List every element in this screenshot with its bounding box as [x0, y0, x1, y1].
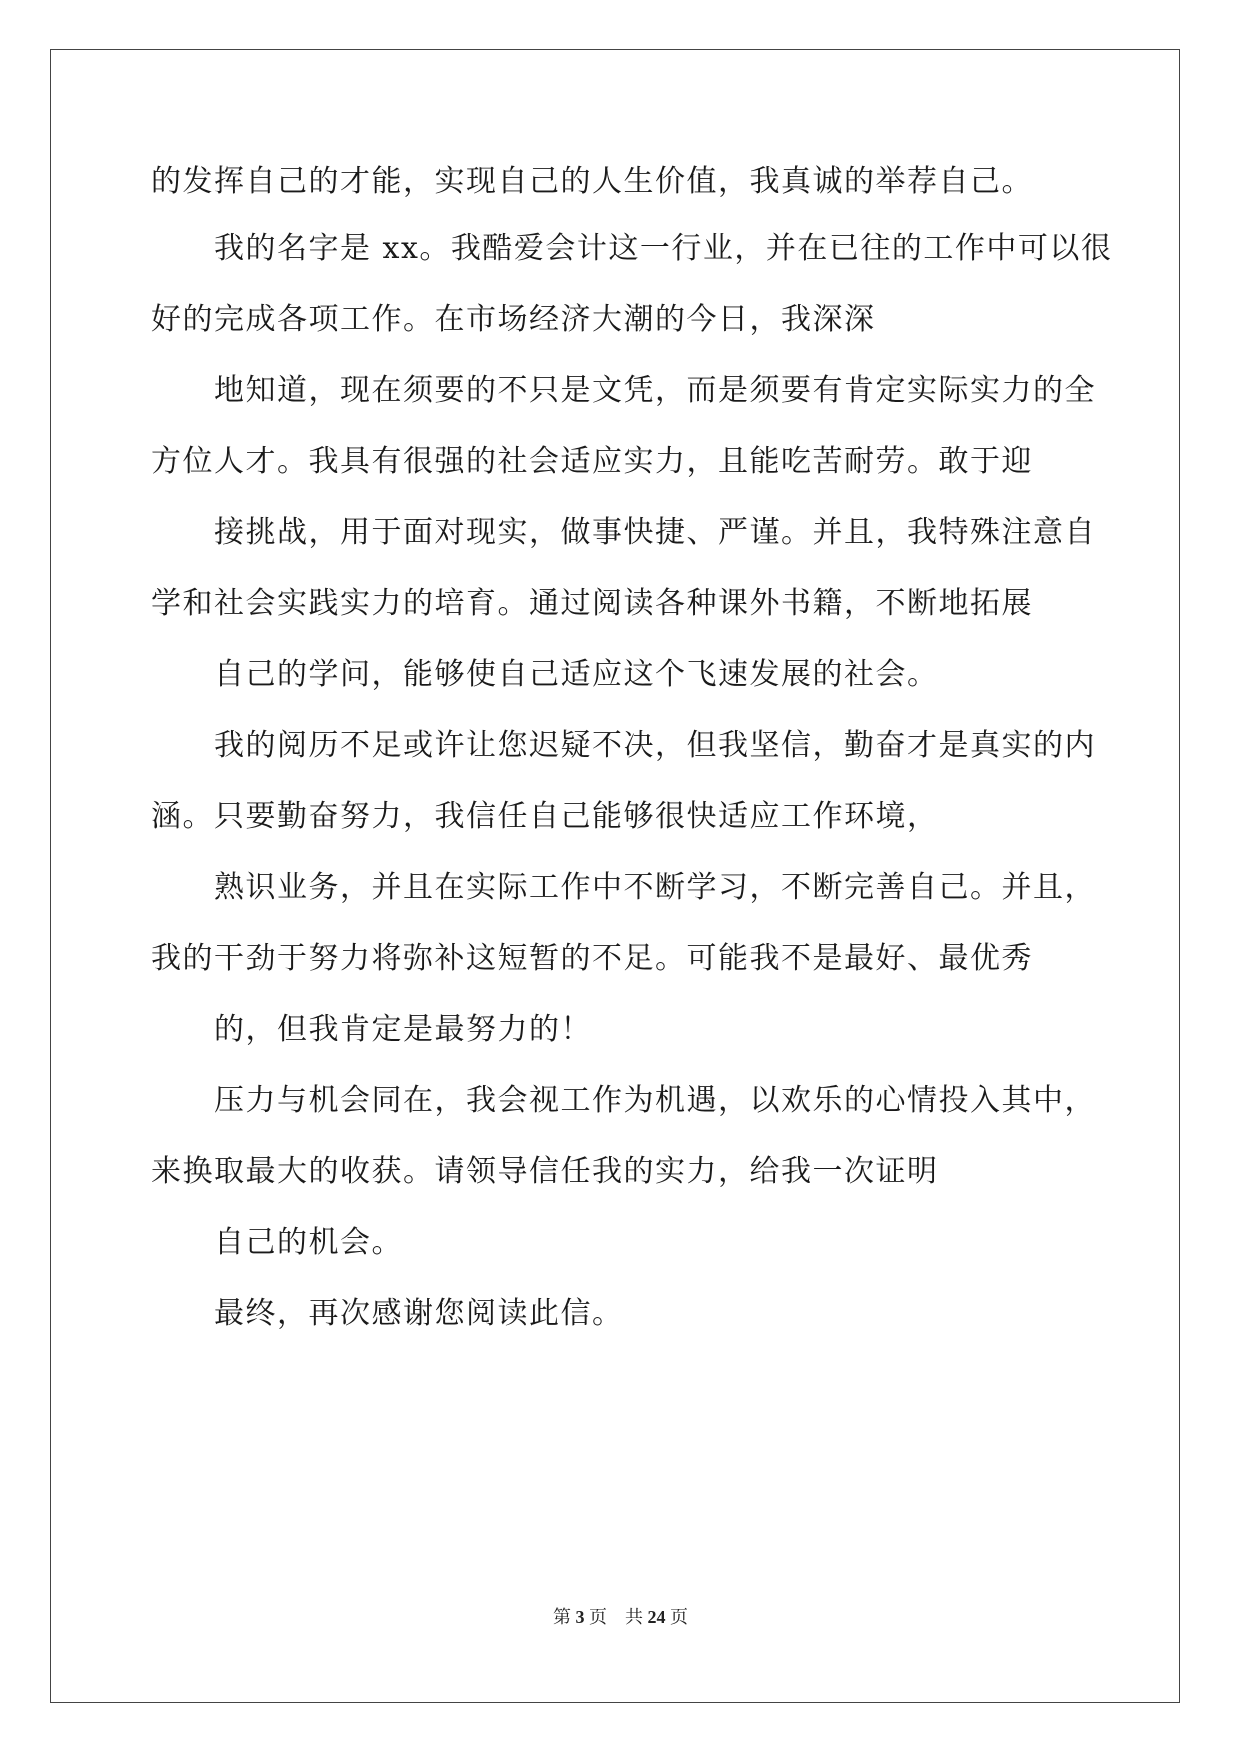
- text-line-9: 我的阅历不足或许让您迟疑不决，但我坚信，勤奋才是真实的内: [214, 728, 1096, 763]
- text-line-16: 自己的机会。: [214, 1225, 403, 1260]
- text-line-1: 的发挥自己的才能，实现自己的人生价值，我真诚的举荐自己。: [151, 164, 1033, 199]
- text-line-5: 方位人才。我具有很强的社会适应实力，且能吃苦耐劳。敢于迎: [151, 444, 1033, 479]
- text-line-4: 地知道，现在须要的不只是文凭，而是须要有肯定实际实力的全: [214, 373, 1096, 408]
- page-suffix: 页: [589, 1607, 607, 1627]
- text-line-17: 最终，再次感谢您阅读此信。: [214, 1296, 624, 1331]
- text-line-13: 的，但我肯定是最努力的！: [214, 1012, 592, 1047]
- page-current: 3: [575, 1607, 585, 1627]
- page-footer: [0, 1606, 1241, 1628]
- text-line-6: 接挑战，用于面对现实，做事快捷、严谨。并且，我特殊注意自: [214, 515, 1096, 550]
- total-prefix: 共: [625, 1607, 643, 1627]
- text-line-14: 压力与机会同在，我会视工作为机遇，以欢乐的心情投入其中，: [214, 1083, 1096, 1118]
- text-line-12: 我的干劲于努力将弥补这短暂的不足。可能我不是最好、最优秀: [151, 941, 1033, 976]
- text-line-10: 涵。只要勤奋努力，我信任自己能够很快适应工作环境，: [151, 799, 939, 834]
- page-number: [553, 1607, 607, 1627]
- text-line-8: 自己的学问，能够使自己适应这个飞速发展的社会。: [214, 657, 939, 692]
- text-line-3: 好的完成各项工作。在市场经济大潮的今日，我深深: [151, 302, 876, 337]
- text-line-2: 我的名字是 xx。我酷爱会计这一行业，并在已往的工作中可以很: [214, 231, 1113, 266]
- text-line-15: 来换取最大的收获。请领导信任我的实力，给我一次证明: [151, 1154, 939, 1189]
- text-line-7: 学和社会实践实力的培育。通过阅读各种课外书籍，不断地拓展: [151, 586, 1033, 621]
- page-total-count: 24: [647, 1607, 666, 1627]
- page-total: [625, 1607, 688, 1627]
- text-line-11: 熟识业务，并且在实际工作中不断学习，不断完善自己。并且，: [214, 870, 1096, 905]
- page-prefix: 第: [553, 1607, 571, 1627]
- total-suffix: 页: [670, 1607, 688, 1627]
